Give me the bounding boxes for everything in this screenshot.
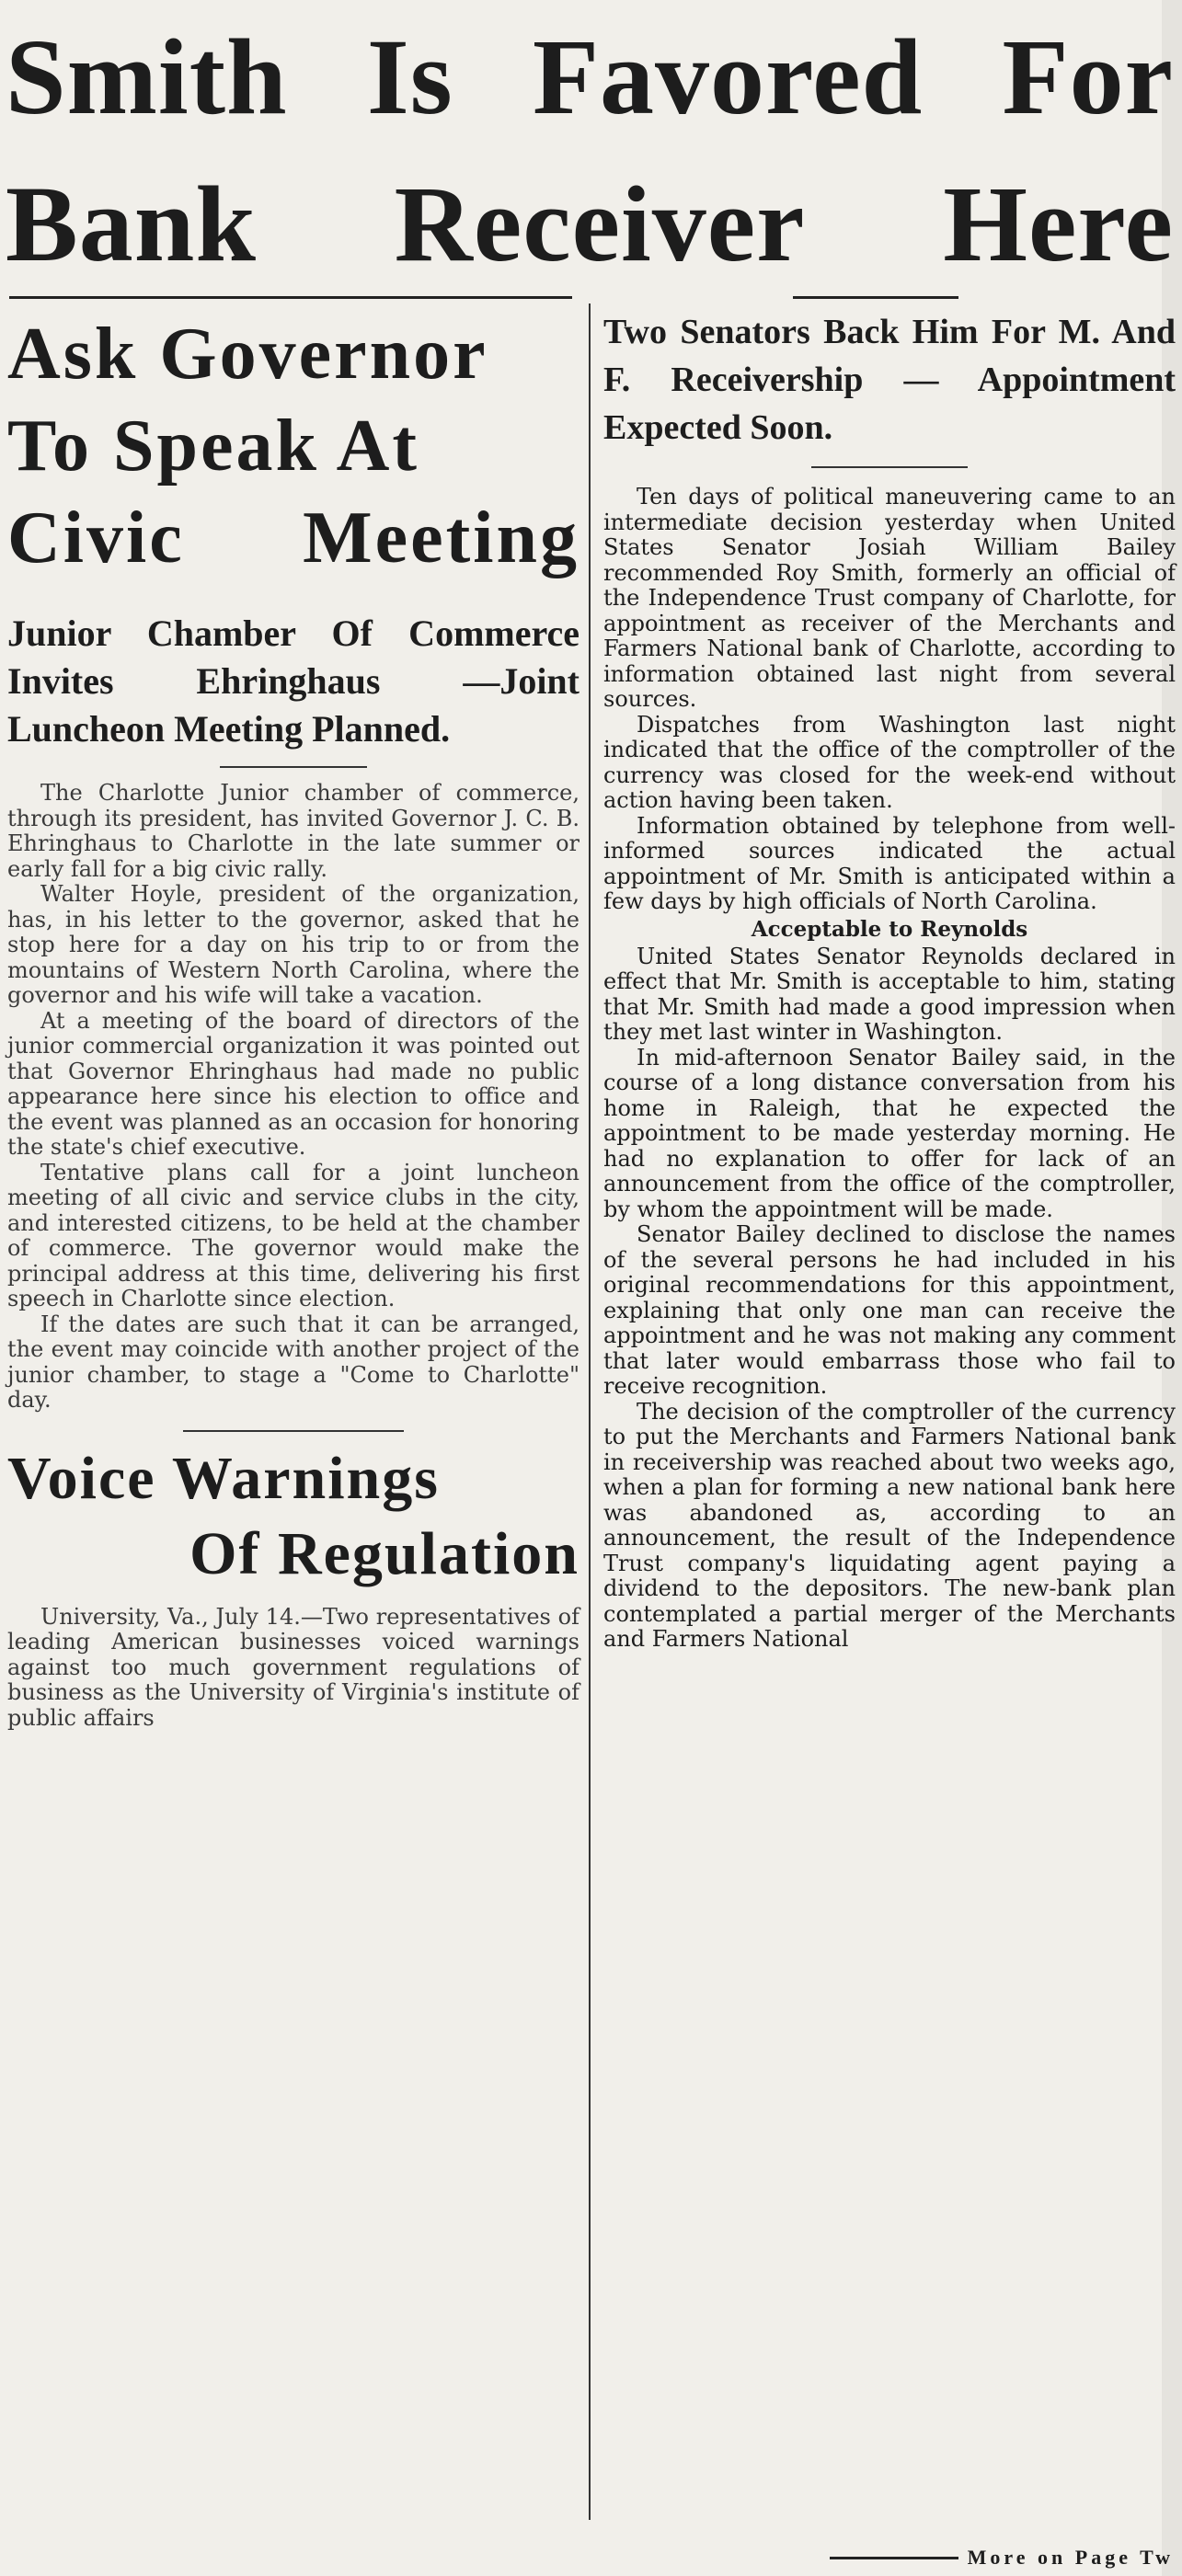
column-divider — [589, 303, 591, 2520]
continued-text: More on Page Tw — [967, 2546, 1174, 2569]
paragraph: The decision of the comptroller of the currency to put the Merchants and Farmers National bank in receivership was reached about two weeks ago, when a plan for forming a new national bank here was abandoned as, according to an announcement, the result of the Independence Trust company's liquidating agent paying a dividend to the depositors. The new-bank plan contemplated a partial merger of the Merchants and Farmers National — [603, 1398, 1176, 1652]
paragraph: Information obtained by telephone from well-informed sources indicated the actual appointment of Mr. Smith is anticipated within a few days by high officials of North Carolina. — [603, 812, 1176, 914]
paragraph: Dispatches from Washington last night indicated that the office of the comptroller of the currency was closed for the week-end without action having been taken. — [603, 711, 1176, 813]
paragraph: At a meeting of the board of directors of the junior commercial organization it was pointed out that Governor Ehringhaus had made no public appearance here since his election to office and the event was planned as an occasion for honoring the state's chief executive. — [7, 1007, 580, 1160]
title-text: To Speak At — [7, 406, 419, 487]
paragraph: If the dates are such that it can be arranged, the event may coincide with another project of the junior chamber, to stage a "Come to Charlotte" day. — [7, 1311, 580, 1413]
title-line — [7, 1441, 580, 1517]
paragraph: In mid-afternoon Senator Bailey said, in the course of a long distance conversation from his home in Raleigh, that he expected the appointment to be made yesterday morning. He had no explanation to offer for lack of an announcement from the office of the comptroller, by whom the appointment will be made. — [603, 1044, 1176, 1222]
paragraph: University, Va., July 14.—Two representatives of leading American businesses voiced warnings against too much government regulations of business as the University of Virginia's institute of public affairs — [7, 1603, 580, 1731]
headline-word: Here — [943, 164, 1174, 284]
paragraph: Senator Bailey declined to disclose the names of the several persons he had included in his original recommendations for this appointment, explaining that only one man can receive the appointment and he was not making any comment that later would embarrass those who fail to receive recognition. — [603, 1221, 1176, 1399]
article-body-regulation — [7, 1605, 580, 1732]
article-title-regulation — [7, 1441, 580, 1592]
headline-word: Is — [366, 17, 453, 137]
title-line — [7, 492, 580, 584]
short-rule — [220, 766, 367, 768]
continued-on-page[interactable] — [603, 2546, 1174, 2570]
title-line — [7, 1517, 580, 1592]
subhead-reynolds: Acceptable to Reynolds — [751, 916, 1028, 942]
headline-word: Smith — [6, 17, 288, 137]
headline-word: For — [1002, 17, 1174, 137]
headline-line-1 — [6, 4, 1174, 151]
title-line — [7, 308, 580, 400]
right-column — [603, 308, 1176, 1653]
headline-word: Favored — [532, 17, 924, 137]
headline-word: Bank — [6, 164, 257, 284]
left-column — [7, 308, 580, 1731]
short-rule — [183, 1430, 404, 1432]
title-text: Ask Governor — [7, 314, 488, 395]
title-text: Voice Warnings — [7, 1444, 440, 1512]
article-body-governor — [7, 781, 580, 1414]
title-line — [7, 400, 580, 492]
continued-rule — [830, 2557, 958, 2559]
paragraph: Ten days of political maneuvering came to an intermediate decision yesterday when United States Senator Josiah William Bailey recommended Roy Smith, formerly an official of the Independence Trust company of Charlotte, for appointment as receiver of the Merchants and Farmers National bank of Charlotte, according to information obtained last night from several sources. — [603, 484, 1176, 712]
article-title-governor — [7, 308, 580, 584]
paragraph: Tentative plans call for a joint luncheon meeting of all civic and service clubs in the city, and interested citizens, to be held at the chamber of commerce. The governor would make the principal address at this time, delivering his first speech in Charlotte since election. — [7, 1159, 580, 1311]
title-text: Of Regulation — [189, 1519, 580, 1587]
title-text: Meeting — [303, 498, 580, 578]
headline-word: Receiver — [394, 164, 806, 284]
divider-rule-right — [793, 296, 958, 299]
paragraph: United States Senator Reynolds declared in effect that Mr. Smith is acceptable to him, stating that Mr. Smith had made a good impression when they met last winter in Washington. — [603, 943, 1176, 1045]
paragraph: The Charlotte Junior chamber of commerce, through its president, has invited Governor J. C. B. Ehringhaus to Charlotte in the late summer or early fall for a big civic rally. — [7, 780, 580, 882]
paragraph: Walter Hoyle, president of the organization, has, in his letter to the governor, asked that he stop here for a day on his trip to or from the mountains of Western North Carolina, where the governor and his wife will take a vacation. — [7, 881, 580, 1008]
headline-line-2 — [6, 151, 1174, 298]
article-deck-governor: Junior Chamber Of Commerce Invites Ehringhaus —Joint Luncheon Meeting Planned. — [7, 613, 580, 750]
main-headline — [6, 4, 1174, 298]
article-deck-smith: Two Senators Back Him For M. And F. Receivership — Appointment Expected Soon. — [603, 313, 1176, 447]
short-rule — [811, 466, 968, 468]
title-text: Civic — [7, 498, 185, 578]
divider-rule-left — [9, 296, 572, 299]
article-body-smith — [603, 485, 1176, 1653]
